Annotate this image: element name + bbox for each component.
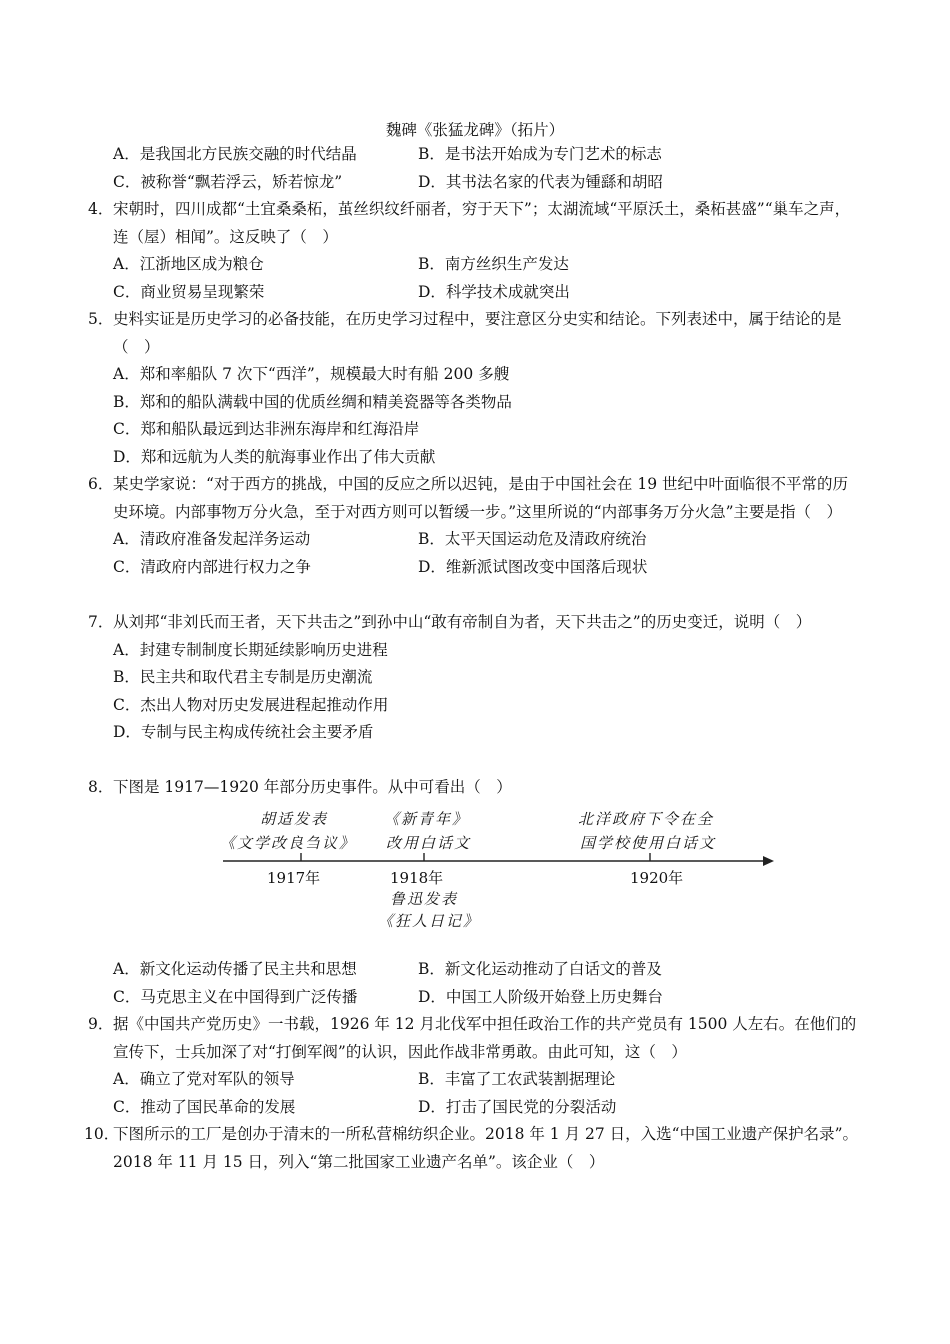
option-c: C．杰出人物对历史发展进程起推动作用 bbox=[113, 695, 389, 714]
question-stem: 下图是 1917—1920 年部分历史事件。从中可看出（ ） bbox=[113, 778, 512, 796]
option-b: B．南方丝织生产发达 bbox=[418, 255, 569, 273]
option-a: A．新文化运动传播了民主共和思想 bbox=[113, 960, 357, 978]
question-number: 9． bbox=[88, 1015, 114, 1033]
year-1920-label: 1920年 bbox=[630, 869, 684, 887]
event-1918-line2: 改用白话文 bbox=[386, 834, 472, 852]
question-number: 7． bbox=[88, 613, 114, 631]
event-1918-below-line1: 鲁迅发表 bbox=[390, 890, 459, 908]
question-number: 10． bbox=[84, 1125, 120, 1143]
option-b: B．是书法开始成为专门艺术的标志 bbox=[418, 145, 662, 163]
question-7 bbox=[88, 609, 863, 747]
question-10 bbox=[84, 1121, 863, 1176]
event-1920-line1: 北洋政府下令在全 bbox=[578, 810, 715, 828]
question-stem: 下图所示的工厂是创办于清末的一所私营棉纺织企业。2018 年 1 月 27 日，入选“中国工业遗产保护名录”。2018 年 11 月 15 日，列入“第二批国家工业遗产名单”。该企业（ ） bbox=[113, 1125, 859, 1171]
option-d: D．专制与民主构成传统社会主要矛盾 bbox=[113, 723, 374, 741]
option-d: D．打击了国民党的分裂活动 bbox=[418, 1097, 617, 1116]
option-d: D．中国工人阶级开始登上历史舞台 bbox=[418, 987, 663, 1006]
timeline-figure bbox=[218, 800, 778, 940]
option-b: B．新文化运动推动了白话文的普及 bbox=[418, 960, 662, 978]
option-a: A．封建专制制度长期延续影响历史进程 bbox=[113, 640, 388, 659]
option-c: C．清政府内部进行权力之争 bbox=[113, 557, 311, 576]
question-stem: 据《中国共产党历史》一书载，1926 年 12 月北伐军中担任政治工作的共产党员有 1500 人左右。在他们的宣传下，士兵加深了对“打倒军阀”的认识，因此作战非常勇敢。由此可知，这（ ） bbox=[113, 1015, 857, 1061]
event-1918-line1: 《新青年》 bbox=[384, 810, 470, 828]
year-1917-label: 1917年 bbox=[267, 869, 321, 887]
option-a: A．清政府准备发起洋务运动 bbox=[113, 530, 311, 548]
option-b: B．民主共和取代君主专制是历史潮流 bbox=[113, 668, 373, 686]
question-8 bbox=[88, 774, 863, 802]
option-b: B．太平天国运动危及清政府统治 bbox=[418, 530, 647, 548]
question-number: 8． bbox=[88, 778, 114, 796]
option-d: D．郑和远航为人类的航海事业作出了伟大贡献 bbox=[113, 447, 436, 466]
question-6 bbox=[88, 471, 863, 581]
option-b: B．郑和的船队满载中国的优质丝绸和精美瓷器等各类物品 bbox=[113, 392, 512, 411]
question-stem: 史料实证是历史学习的必备技能，在历史学习过程中，要注意区分史实和结论。下列表述中，属于结论的是（ ） bbox=[113, 310, 842, 356]
question-4 bbox=[88, 196, 863, 306]
year-1918-label: 1918年 bbox=[390, 869, 444, 887]
question-stem: 宋朝时，四川成都“土宜桑桑柘，茧丝织纹纤丽者，穷于天下”；太湖流域“平原沃土，桑柘甚盛”“巢车之声，连（屋）相闻”。这反映了（ ） bbox=[113, 200, 851, 246]
option-d: D．维新派试图改变中国落后现状 bbox=[418, 557, 648, 576]
option-c: C．被称誉“飘若浮云，矫若惊龙” bbox=[113, 172, 343, 191]
question-8-options bbox=[88, 956, 863, 1011]
option-a: A．郑和率船队 7 次下“西洋”，规模最大时有船 200 多艘 bbox=[113, 365, 510, 383]
event-1917-line2: 《文学改良刍议》 bbox=[220, 834, 357, 852]
event-1918-below-line2: 《狂人日记》 bbox=[378, 912, 481, 930]
option-a: A．江浙地区成为粮仓 bbox=[113, 255, 264, 273]
option-c: C．商业贸易呈现繁荣 bbox=[113, 282, 265, 301]
question-stem: 某史学家说：“对于西方的挑战，中国的反应之所以迟钝，是由于中国社会在 19 世纪中叶面临很不平常的历史环境。内部事物万分火急，至于对西方则可以暂缓一步。”这里所说的“内部事务万分火急”主要是指（ ） bbox=[113, 475, 849, 521]
option-a: A．确立了党对军队的领导 bbox=[113, 1070, 295, 1088]
option-c: C．推动了国民革命的发展 bbox=[113, 1097, 296, 1116]
option-d: D．科学技术成就突出 bbox=[418, 282, 570, 301]
option-d: D．其书法名家的代表为锺繇和胡昭 bbox=[418, 172, 663, 191]
question-stem: 从刘邦“非刘氏而王者，天下共击之”到孙中山“敢有帝制自为者，天下共击之”的历史变迁，说明（ ） bbox=[113, 613, 812, 631]
question-3-options bbox=[88, 141, 863, 196]
option-c: C．马克思主义在中国得到广泛传播 bbox=[113, 987, 358, 1006]
question-9 bbox=[88, 1011, 863, 1121]
question-number: 5． bbox=[88, 310, 114, 328]
question-number: 6． bbox=[88, 475, 114, 493]
event-1917-line1: 胡适发表 bbox=[260, 810, 329, 828]
event-1920-line2: 国学校使用白话文 bbox=[580, 834, 717, 852]
option-b: B．丰富了工农武装割据理论 bbox=[418, 1070, 616, 1088]
question-number: 4． bbox=[88, 200, 114, 218]
option-a: A．是我国北方民族交融的时代结晶 bbox=[113, 145, 357, 163]
question-5 bbox=[88, 306, 863, 471]
option-c: C．郑和船队最远到达非洲东海岸和红海沿岸 bbox=[113, 420, 420, 438]
image-caption: 魏碑《张猛龙碑》（拓片） bbox=[385, 121, 565, 139]
